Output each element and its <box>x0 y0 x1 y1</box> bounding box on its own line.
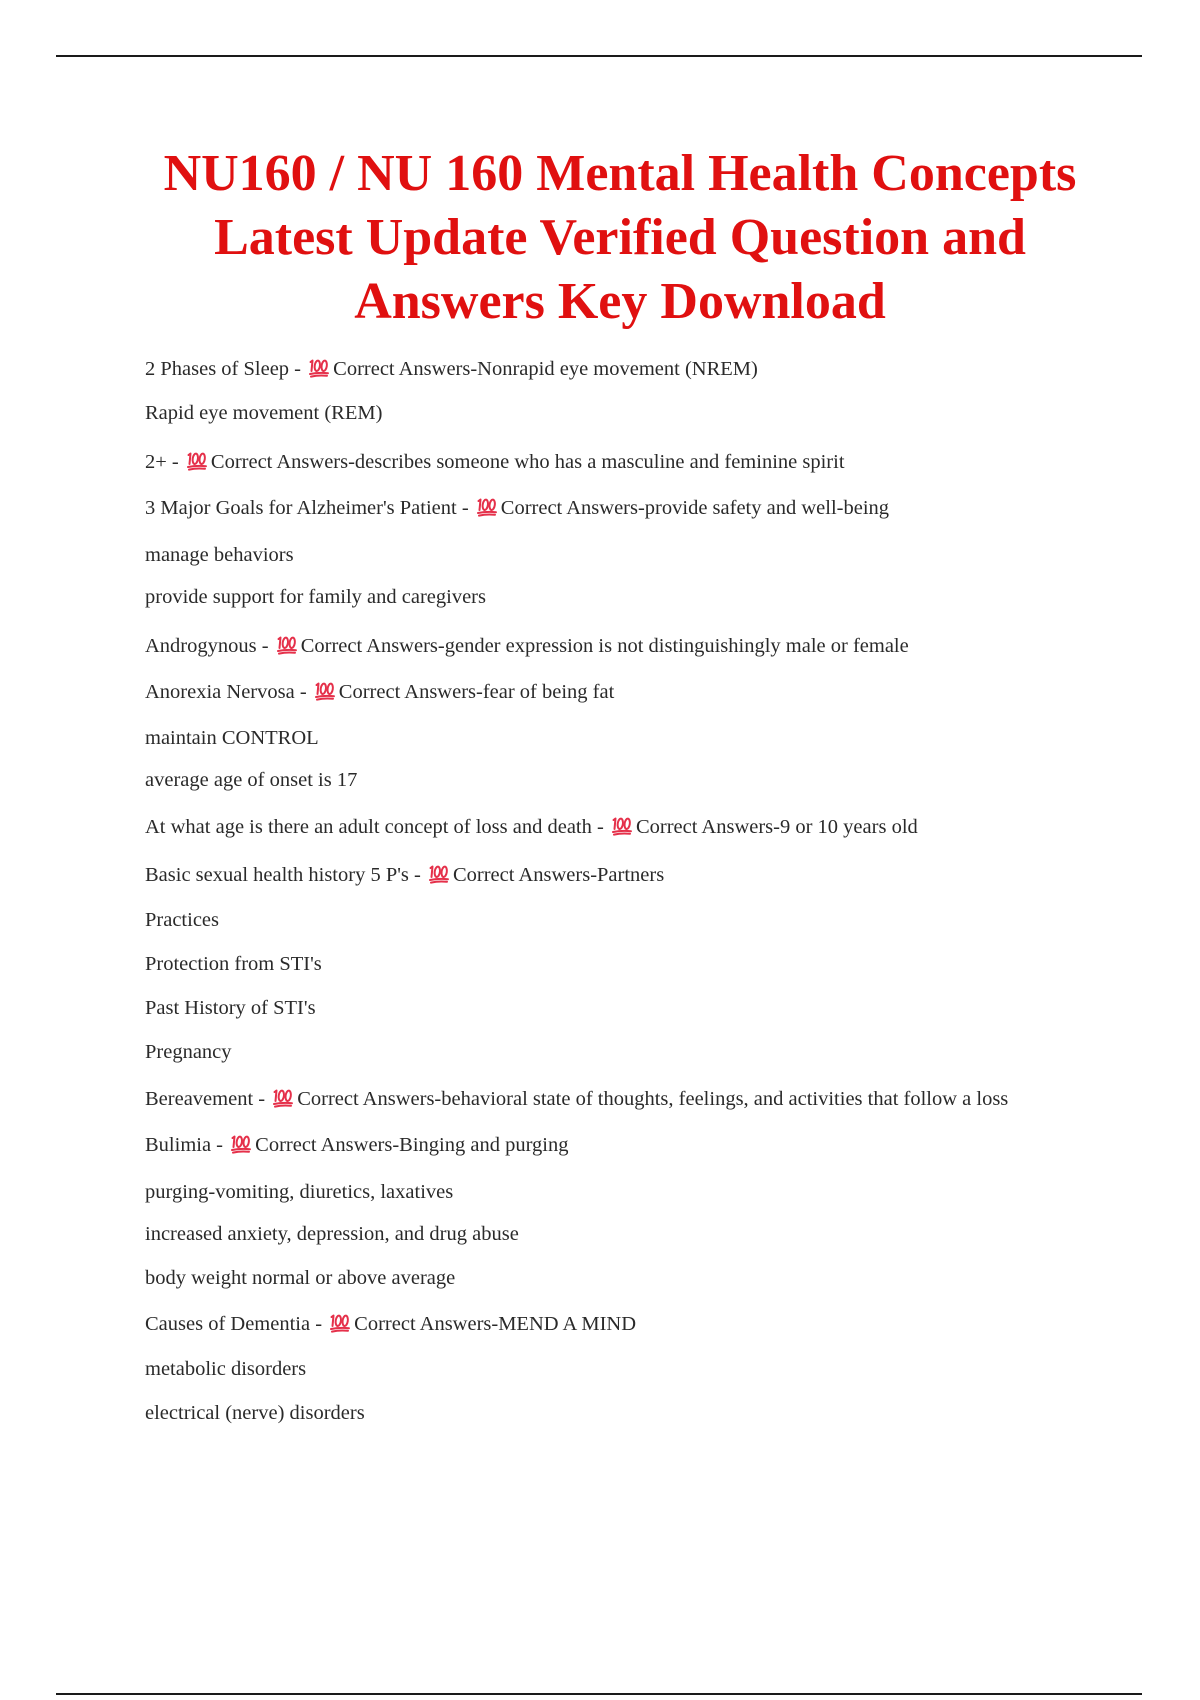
continuation: Practices <box>145 909 219 931</box>
continuation: body weight normal or above average <box>145 1267 456 1289</box>
term: Bereavement - <box>145 1088 271 1110</box>
qa-line <box>145 1265 455 1291</box>
title-line: NU160 / NU 160 Mental Health Concepts <box>163 145 1077 202</box>
continuation: metabolic disorders <box>145 1358 307 1380</box>
hundred-points-icon <box>276 635 298 655</box>
term: Basic sexual health history 5 P's - <box>145 864 426 886</box>
qa-line <box>145 1132 569 1158</box>
answer: Correct Answers-Partners <box>452 864 665 886</box>
answer: Correct Answers-provide safety and well-being <box>500 497 890 519</box>
term: At what age is there an adult concept of loss and death - <box>145 816 609 838</box>
qa-line <box>145 862 664 888</box>
qa-line <box>145 1356 306 1382</box>
term: Androgynous - <box>145 635 274 657</box>
qa-line <box>145 1221 519 1247</box>
qa-line <box>145 951 322 977</box>
qa-line <box>145 449 845 475</box>
term: 2+ - <box>145 451 184 473</box>
qa-line <box>145 584 486 610</box>
qa-line <box>145 1039 232 1065</box>
hundred-points-icon <box>476 497 498 517</box>
term: Bulimia - <box>145 1134 229 1156</box>
qa-line <box>145 907 219 933</box>
answer: Correct Answers-gender expression is not distinguishingly male or female <box>300 635 909 657</box>
hundred-points-icon <box>428 864 450 884</box>
answer: Correct Answers-9 or 10 years old <box>635 816 918 838</box>
bottom-rule <box>56 1693 1142 1695</box>
hundred-points-icon <box>272 1088 294 1108</box>
qa-line <box>145 356 758 382</box>
qa-line <box>145 1179 453 1205</box>
title-line: Answers Key Download <box>354 273 886 330</box>
qa-line <box>145 679 614 705</box>
continuation: average age of onset is 17 <box>145 769 358 791</box>
term: Causes of Dementia - <box>145 1313 328 1335</box>
qa-line <box>145 633 909 659</box>
continuation: Rapid eye movement (REM) <box>145 402 383 424</box>
answer: Correct Answers-behavioral state of thoughts, feelings, and activities that follow a loss <box>297 1088 1009 1110</box>
qa-line <box>145 725 319 751</box>
continuation: Past History of STI's <box>145 997 316 1019</box>
answer: Correct Answers-describes someone who has a masculine and feminine spirit <box>210 451 845 473</box>
qa-line <box>145 1311 636 1337</box>
qa-line <box>145 400 382 426</box>
qa-line <box>145 814 918 840</box>
continuation: electrical (nerve) disorders <box>145 1402 365 1424</box>
hundred-points-icon <box>314 681 336 701</box>
qa-line <box>145 495 889 521</box>
term: 2 Phases of Sleep - <box>145 358 307 380</box>
hundred-points-icon <box>329 1313 351 1333</box>
term: 3 Major Goals for Alzheimer's Patient - <box>145 497 474 519</box>
answer: Correct Answers-fear of being fat <box>338 681 615 703</box>
term: Anorexia Nervosa - <box>145 681 312 703</box>
hundred-points-icon <box>308 358 330 378</box>
document-title <box>140 142 1100 334</box>
continuation: provide support for family and caregivers <box>145 586 486 608</box>
qa-line <box>145 995 316 1021</box>
qa-line <box>145 542 294 568</box>
title-line: Latest Update Verified Question and <box>214 209 1026 266</box>
continuation: Pregnancy <box>145 1041 232 1063</box>
answer: Correct Answers-Nonrapid eye movement (NREM) <box>333 358 758 380</box>
qa-line <box>145 1400 365 1426</box>
continuation: maintain CONTROL <box>145 727 319 749</box>
top-rule <box>56 55 1142 57</box>
answer: Correct Answers-MEND A MIND <box>354 1313 637 1335</box>
hundred-points-icon <box>611 816 633 836</box>
qa-line <box>145 1086 1008 1112</box>
answer: Correct Answers-Binging and purging <box>255 1134 569 1156</box>
continuation: purging-vomiting, diuretics, laxatives <box>145 1181 454 1203</box>
continuation: Protection from STI's <box>145 953 322 975</box>
continuation: increased anxiety, depression, and drug abuse <box>145 1223 519 1245</box>
hundred-points-icon <box>230 1134 252 1154</box>
hundred-points-icon <box>186 451 208 471</box>
continuation: manage behaviors <box>145 544 294 566</box>
qa-line <box>145 767 357 793</box>
